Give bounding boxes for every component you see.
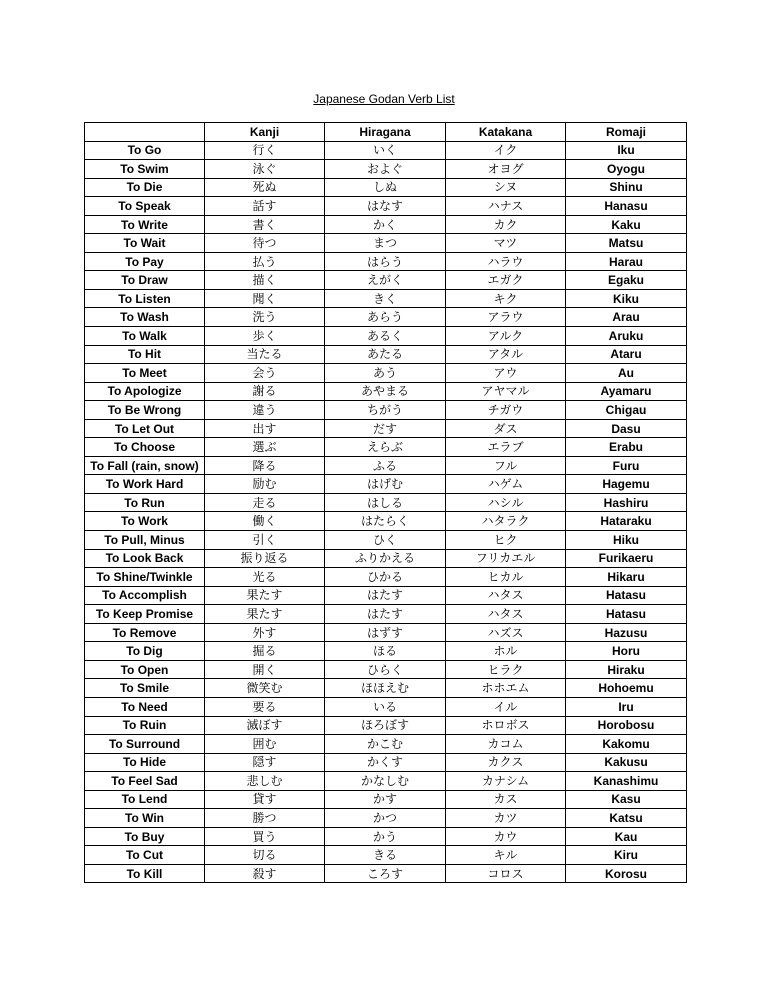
- romaji-cell: Iku: [566, 141, 687, 160]
- kanji-cell: 貸す: [205, 790, 325, 809]
- table-row: [85, 364, 687, 383]
- hiragana-cell: きく: [325, 289, 446, 308]
- kanji-cell: 殺す: [205, 864, 325, 883]
- romaji-cell: Erabu: [566, 438, 687, 457]
- table-row: [85, 160, 687, 179]
- katakana-cell: アウ: [446, 364, 566, 383]
- english-cell: To Go: [85, 141, 205, 160]
- katakana-cell: カナシム: [446, 772, 566, 791]
- kanji-cell: 囲む: [205, 735, 325, 754]
- kanji-cell: 待つ: [205, 234, 325, 253]
- hiragana-cell: あやまる: [325, 382, 446, 401]
- hiragana-cell: かく: [325, 215, 446, 234]
- table-row: [85, 456, 687, 475]
- table-row: [85, 438, 687, 457]
- kanji-cell: 降る: [205, 456, 325, 475]
- romaji-cell: Egaku: [566, 271, 687, 290]
- hiragana-cell: かつ: [325, 809, 446, 828]
- kanji-cell: 働く: [205, 512, 325, 531]
- romaji-cell: Furu: [566, 456, 687, 475]
- katakana-cell: コロス: [446, 864, 566, 883]
- romaji-cell: Kasu: [566, 790, 687, 809]
- table-row: [85, 345, 687, 364]
- hiragana-cell: ひらく: [325, 660, 446, 679]
- kanji-cell: 走る: [205, 493, 325, 512]
- english-cell: To Accomplish: [85, 586, 205, 605]
- kanji-cell: 違う: [205, 401, 325, 420]
- romaji-cell: Hanasu: [566, 197, 687, 216]
- kanji-cell: 果たす: [205, 605, 325, 624]
- header-row: [85, 123, 687, 142]
- hiragana-cell: あらう: [325, 308, 446, 327]
- hiragana-cell: きる: [325, 846, 446, 865]
- katakana-cell: ヒカル: [446, 568, 566, 587]
- hiragana-cell: はたす: [325, 605, 446, 624]
- english-cell: To Dig: [85, 642, 205, 661]
- katakana-cell: ハシル: [446, 493, 566, 512]
- table-row: [85, 401, 687, 420]
- hiragana-cell: えがく: [325, 271, 446, 290]
- english-cell: To Smile: [85, 679, 205, 698]
- table-row: [85, 141, 687, 160]
- romaji-cell: Horu: [566, 642, 687, 661]
- kanji-cell: 買う: [205, 827, 325, 846]
- english-cell: To Remove: [85, 623, 205, 642]
- kanji-cell: 開く: [205, 660, 325, 679]
- katakana-cell: アラウ: [446, 308, 566, 327]
- table-row: [85, 697, 687, 716]
- hiragana-cell: ほほえむ: [325, 679, 446, 698]
- header-kanji: Kanji: [205, 123, 325, 142]
- romaji-cell: Hiku: [566, 531, 687, 550]
- english-cell: To Win: [85, 809, 205, 828]
- table-row: [85, 234, 687, 253]
- hiragana-cell: かす: [325, 790, 446, 809]
- table-row: [85, 419, 687, 438]
- katakana-cell: カク: [446, 215, 566, 234]
- hiragana-cell: ふる: [325, 456, 446, 475]
- romaji-cell: Hagemu: [566, 475, 687, 494]
- english-cell: To Wait: [85, 234, 205, 253]
- katakana-cell: イル: [446, 697, 566, 716]
- katakana-cell: エガク: [446, 271, 566, 290]
- romaji-cell: Korosu: [566, 864, 687, 883]
- table-row: [85, 252, 687, 271]
- english-cell: To Meet: [85, 364, 205, 383]
- hiragana-cell: およぐ: [325, 160, 446, 179]
- romaji-cell: Hohoemu: [566, 679, 687, 698]
- english-cell: To Look Back: [85, 549, 205, 568]
- english-cell: To Work: [85, 512, 205, 531]
- romaji-cell: Hashiru: [566, 493, 687, 512]
- romaji-cell: Kiru: [566, 846, 687, 865]
- table-row: [85, 549, 687, 568]
- kanji-cell: 滅ぼす: [205, 716, 325, 735]
- kanji-cell: 要る: [205, 697, 325, 716]
- katakana-cell: ヒラク: [446, 660, 566, 679]
- hiragana-cell: はげむ: [325, 475, 446, 494]
- katakana-cell: カクス: [446, 753, 566, 772]
- table-row: [85, 809, 687, 828]
- hiragana-cell: いる: [325, 697, 446, 716]
- hiragana-cell: しぬ: [325, 178, 446, 197]
- hiragana-cell: かくす: [325, 753, 446, 772]
- hiragana-cell: かう: [325, 827, 446, 846]
- kanji-cell: 会う: [205, 364, 325, 383]
- table-row: [85, 660, 687, 679]
- table-row: [85, 327, 687, 346]
- english-cell: To Work Hard: [85, 475, 205, 494]
- hiragana-cell: あたる: [325, 345, 446, 364]
- english-cell: To Surround: [85, 735, 205, 754]
- english-cell: To Listen: [85, 289, 205, 308]
- romaji-cell: Hatasu: [566, 605, 687, 624]
- katakana-cell: カコム: [446, 735, 566, 754]
- english-cell: To Write: [85, 215, 205, 234]
- romaji-cell: Kakomu: [566, 735, 687, 754]
- hiragana-cell: はずす: [325, 623, 446, 642]
- romaji-cell: Arau: [566, 308, 687, 327]
- english-cell: To Open: [85, 660, 205, 679]
- kanji-cell: 掘る: [205, 642, 325, 661]
- table-row: [85, 531, 687, 550]
- romaji-cell: Katsu: [566, 809, 687, 828]
- romaji-cell: Oyogu: [566, 160, 687, 179]
- kanji-cell: 行く: [205, 141, 325, 160]
- kanji-cell: 勝つ: [205, 809, 325, 828]
- header-hiragana: Hiragana: [325, 123, 446, 142]
- romaji-cell: Kanashimu: [566, 772, 687, 791]
- hiragana-cell: あるく: [325, 327, 446, 346]
- kanji-cell: 描く: [205, 271, 325, 290]
- hiragana-cell: ふりかえる: [325, 549, 446, 568]
- romaji-cell: Kaku: [566, 215, 687, 234]
- kanji-cell: 外す: [205, 623, 325, 642]
- romaji-cell: Hikaru: [566, 568, 687, 587]
- romaji-cell: Shinu: [566, 178, 687, 197]
- kanji-cell: 励む: [205, 475, 325, 494]
- kanji-cell: 謝る: [205, 382, 325, 401]
- romaji-cell: Dasu: [566, 419, 687, 438]
- table-row: [85, 568, 687, 587]
- katakana-cell: ハラウ: [446, 252, 566, 271]
- hiragana-cell: はたす: [325, 586, 446, 605]
- hiragana-cell: ひく: [325, 531, 446, 550]
- table-row: [85, 586, 687, 605]
- english-cell: To Draw: [85, 271, 205, 290]
- english-cell: To Swim: [85, 160, 205, 179]
- romaji-cell: Chigau: [566, 401, 687, 420]
- kanji-cell: 当たる: [205, 345, 325, 364]
- romaji-cell: Hatasu: [566, 586, 687, 605]
- english-cell: To Keep Promise: [85, 605, 205, 624]
- romaji-cell: Hazusu: [566, 623, 687, 642]
- hiragana-cell: だす: [325, 419, 446, 438]
- romaji-cell: Hataraku: [566, 512, 687, 531]
- katakana-cell: ホホエム: [446, 679, 566, 698]
- hiragana-cell: えらぶ: [325, 438, 446, 457]
- katakana-cell: ハナス: [446, 197, 566, 216]
- kanji-cell: 書く: [205, 215, 325, 234]
- english-cell: To Walk: [85, 327, 205, 346]
- header-english: [85, 123, 205, 142]
- katakana-cell: キル: [446, 846, 566, 865]
- english-cell: To Lend: [85, 790, 205, 809]
- table-row: [85, 605, 687, 624]
- english-cell: To Hide: [85, 753, 205, 772]
- hiragana-cell: ほろぼす: [325, 716, 446, 735]
- table-row: [85, 790, 687, 809]
- katakana-cell: オヨグ: [446, 160, 566, 179]
- kanji-cell: 選ぶ: [205, 438, 325, 457]
- katakana-cell: ハタス: [446, 605, 566, 624]
- kanji-cell: 払う: [205, 252, 325, 271]
- table-header: [85, 123, 687, 142]
- kanji-cell: 悲しむ: [205, 772, 325, 791]
- romaji-cell: Kau: [566, 827, 687, 846]
- english-cell: To Pull, Minus: [85, 531, 205, 550]
- hiragana-cell: ほる: [325, 642, 446, 661]
- table-row: [85, 178, 687, 197]
- table-row: [85, 215, 687, 234]
- english-cell: To Shine/Twinkle: [85, 568, 205, 587]
- english-cell: To Choose: [85, 438, 205, 457]
- katakana-cell: ハズス: [446, 623, 566, 642]
- romaji-cell: Horobosu: [566, 716, 687, 735]
- hiragana-cell: まつ: [325, 234, 446, 253]
- hiragana-cell: かこむ: [325, 735, 446, 754]
- english-cell: To Ruin: [85, 716, 205, 735]
- katakana-cell: マツ: [446, 234, 566, 253]
- romaji-cell: Kiku: [566, 289, 687, 308]
- hiragana-cell: ちがう: [325, 401, 446, 420]
- english-cell: To Wash: [85, 308, 205, 327]
- katakana-cell: シヌ: [446, 178, 566, 197]
- hiragana-cell: ひかる: [325, 568, 446, 587]
- romaji-cell: Harau: [566, 252, 687, 271]
- hiragana-cell: はなす: [325, 197, 446, 216]
- romaji-cell: Au: [566, 364, 687, 383]
- hiragana-cell: はらう: [325, 252, 446, 271]
- kanji-cell: 洗う: [205, 308, 325, 327]
- table-row: [85, 827, 687, 846]
- table-row: [85, 846, 687, 865]
- hiragana-cell: ころす: [325, 864, 446, 883]
- table-row: [85, 308, 687, 327]
- table-row: [85, 271, 687, 290]
- english-cell: To Buy: [85, 827, 205, 846]
- romaji-cell: Matsu: [566, 234, 687, 253]
- header-romaji: Romaji: [566, 123, 687, 142]
- english-cell: To Let Out: [85, 419, 205, 438]
- katakana-cell: フリカエル: [446, 549, 566, 568]
- header-katakana: Katakana: [446, 123, 566, 142]
- katakana-cell: ハタラク: [446, 512, 566, 531]
- romaji-cell: Furikaeru: [566, 549, 687, 568]
- table-row: [85, 493, 687, 512]
- english-cell: To Feel Sad: [85, 772, 205, 791]
- romaji-cell: Ayamaru: [566, 382, 687, 401]
- katakana-cell: キク: [446, 289, 566, 308]
- katakana-cell: ハタス: [446, 586, 566, 605]
- kanji-cell: 出す: [205, 419, 325, 438]
- kanji-cell: 振り返る: [205, 549, 325, 568]
- kanji-cell: 話す: [205, 197, 325, 216]
- hiragana-cell: はしる: [325, 493, 446, 512]
- english-cell: To Apologize: [85, 382, 205, 401]
- katakana-cell: カツ: [446, 809, 566, 828]
- katakana-cell: アルク: [446, 327, 566, 346]
- romaji-cell: Ataru: [566, 345, 687, 364]
- english-cell: To Run: [85, 493, 205, 512]
- katakana-cell: エラブ: [446, 438, 566, 457]
- kanji-cell: 泳ぐ: [205, 160, 325, 179]
- romaji-cell: Kakusu: [566, 753, 687, 772]
- kanji-cell: 果たす: [205, 586, 325, 605]
- table-row: [85, 289, 687, 308]
- table-row: [85, 679, 687, 698]
- table-row: [85, 642, 687, 661]
- kanji-cell: 聞く: [205, 289, 325, 308]
- kanji-cell: 死ぬ: [205, 178, 325, 197]
- katakana-cell: アタル: [446, 345, 566, 364]
- english-cell: To Cut: [85, 846, 205, 865]
- verb-table: [84, 122, 687, 883]
- katakana-cell: カウ: [446, 827, 566, 846]
- katakana-cell: ヒク: [446, 531, 566, 550]
- katakana-cell: チガウ: [446, 401, 566, 420]
- table-row: [85, 753, 687, 772]
- kanji-cell: 歩く: [205, 327, 325, 346]
- hiragana-cell: いく: [325, 141, 446, 160]
- table-row: [85, 735, 687, 754]
- kanji-cell: 光る: [205, 568, 325, 587]
- katakana-cell: フル: [446, 456, 566, 475]
- katakana-cell: カス: [446, 790, 566, 809]
- table-body: [85, 141, 687, 883]
- kanji-cell: 隠す: [205, 753, 325, 772]
- romaji-cell: Iru: [566, 697, 687, 716]
- table-row: [85, 864, 687, 883]
- table-row: [85, 197, 687, 216]
- english-cell: To Hit: [85, 345, 205, 364]
- katakana-cell: ダス: [446, 419, 566, 438]
- katakana-cell: ホロボス: [446, 716, 566, 735]
- table-row: [85, 512, 687, 531]
- hiragana-cell: はたらく: [325, 512, 446, 531]
- kanji-cell: 微笑む: [205, 679, 325, 698]
- english-cell: To Kill: [85, 864, 205, 883]
- english-cell: To Speak: [85, 197, 205, 216]
- romaji-cell: Hiraku: [566, 660, 687, 679]
- table-row: [85, 475, 687, 494]
- english-cell: To Need: [85, 697, 205, 716]
- table-row: [85, 716, 687, 735]
- hiragana-cell: あう: [325, 364, 446, 383]
- english-cell: To Die: [85, 178, 205, 197]
- kanji-cell: 引く: [205, 531, 325, 550]
- table-row: [85, 382, 687, 401]
- hiragana-cell: かなしむ: [325, 772, 446, 791]
- english-cell: To Fall (rain, snow): [85, 456, 205, 475]
- kanji-cell: 切る: [205, 846, 325, 865]
- katakana-cell: アヤマル: [446, 382, 566, 401]
- katakana-cell: ホル: [446, 642, 566, 661]
- table-row: [85, 772, 687, 791]
- katakana-cell: イク: [446, 141, 566, 160]
- page-title: Japanese Godan Verb List: [313, 92, 455, 106]
- english-cell: To Pay: [85, 252, 205, 271]
- katakana-cell: ハゲム: [446, 475, 566, 494]
- table-row: [85, 623, 687, 642]
- romaji-cell: Aruku: [566, 327, 687, 346]
- english-cell: To Be Wrong: [85, 401, 205, 420]
